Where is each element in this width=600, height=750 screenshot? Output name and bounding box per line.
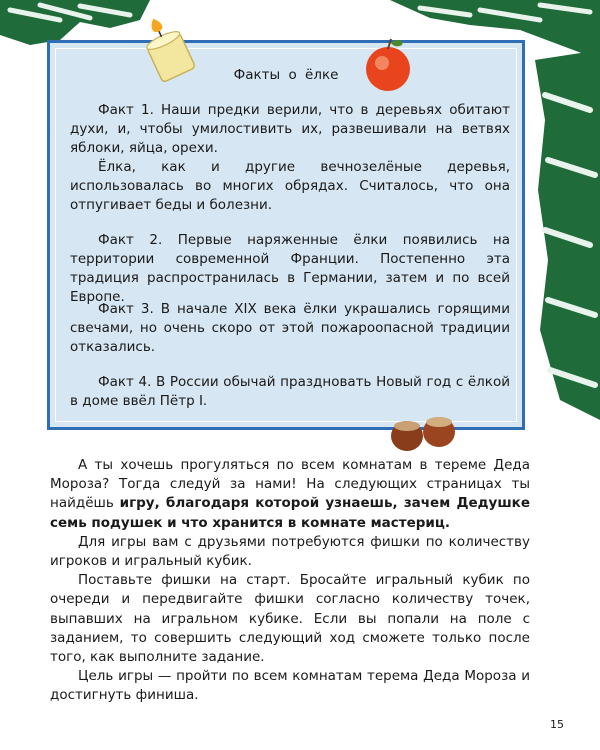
pine-branch-top-left xyxy=(0,0,150,45)
fact-2-paragraph: Факт 2. Первые наряженные ёлки появились на территории современной Франции. Постепенно эта традиция распространилась в Германии, затем и по всей Европе. xyxy=(70,232,510,305)
body-paragraph-1-bold: игру, благодаря которой узнаешь, зачем Дедушке семь подушек и что хранится в комнате мастериц. xyxy=(50,495,530,531)
fact-3-paragraph: Факт 3. В начале XIX века ёлки украшались горящими свечами, но очень скоро от этой пожароопасной традиции отказались. xyxy=(70,301,510,355)
facts-title: Факты о ёлке xyxy=(233,67,339,83)
body-paragraph-1 xyxy=(50,456,530,533)
apple-icon xyxy=(358,35,418,95)
body-paragraph-4: Цель игры — пройти по всем комнатам терема Деда Мороза и достигнуть финиша. xyxy=(50,668,530,704)
body-paragraph-3: Поставьте фишки на старт. Бросайте игральный кубик по очереди и передвигайте фишки согласно количеству точек, выпавших на игральном кубике. Если вы попали на поле с заданием, то совершить следующий ход сможете только после того, как выполните задание. xyxy=(50,572,530,666)
fact-1-paragraph-2: Ёлка, как и другие вечнозелёные деревья, использовалась во многих обрядах. Считалось, что она отпугивает беды и болезни. xyxy=(70,159,510,213)
fact-1-paragraph-1: Факт 1. Наши предки верили, что в деревьях обитают духи, и, чтобы умилостивить их, развешивали на ветвях яблоки, яйца, орехи. xyxy=(70,102,510,156)
body-paragraph-2: Для игры вам с друзьями потребуются фишки по количеству игроков и игральный кубик. xyxy=(50,533,530,570)
fact-4 xyxy=(70,373,510,411)
page-number: 15 xyxy=(550,718,564,731)
hazelnuts-icon xyxy=(385,408,465,458)
fact-1 xyxy=(70,101,510,215)
game-intro-text xyxy=(50,456,530,706)
fact-4-paragraph: Факт 4. В России обычай праздновать Новый год с ёлкой в доме ввёл Пётр I. xyxy=(70,374,510,409)
pine-branch-right-side xyxy=(535,50,600,420)
fact-3 xyxy=(70,300,510,357)
body-paragraph-1-start: А ты хочешь прогуляться по всем комнатам в тереме Деда Мороза? Тогда следуй за нами! На следующих страницах ты найдёшь xyxy=(50,457,530,512)
fact-2 xyxy=(70,231,510,307)
